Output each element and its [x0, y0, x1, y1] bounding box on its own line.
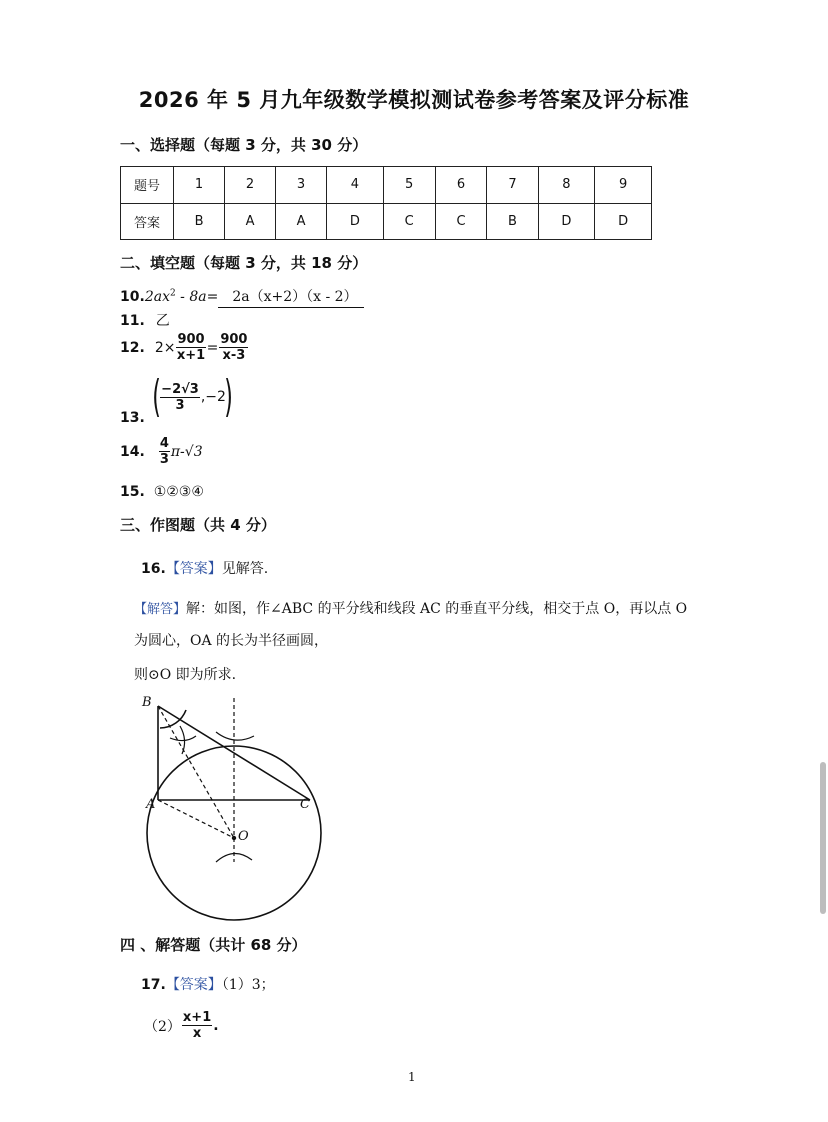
q15	[120, 484, 204, 500]
answer-table	[120, 166, 652, 240]
q16-answer: 见解答.	[221, 561, 269, 577]
q17-part1: （1）3；	[221, 977, 275, 993]
table-cell: 3	[276, 167, 327, 204]
q10-expr-a: 2ax	[144, 289, 170, 305]
section4-heading: 四 、解答题（共计 68 分）	[120, 936, 307, 954]
q13-tail: ,−2	[200, 389, 226, 405]
q14-number: 14.	[120, 443, 145, 460]
q13-answer: ( $\frac{-2√3}{3}$ ,−2 )	[152, 371, 233, 422]
scrollbar[interactable]	[820, 762, 826, 914]
q14	[120, 436, 203, 467]
table-cell: D	[538, 203, 595, 240]
section3-heading: 三、作图题（共 4 分）	[120, 516, 276, 534]
q16-number: 16.	[141, 561, 166, 577]
arc-b	[160, 710, 186, 728]
q17-number: 17.	[141, 977, 166, 993]
q14-tail: π-√3	[170, 443, 203, 460]
q12-number: 12.	[120, 339, 145, 356]
table-cell: A	[276, 203, 327, 240]
table-cell: D	[595, 203, 652, 240]
q12-fraction-1: $\frac{900}{x+1}$	[176, 332, 206, 363]
q17-fraction: $\frac{x+1}{x}$	[182, 1010, 212, 1041]
table-cell: 7	[487, 167, 538, 204]
page-number: 1	[408, 1070, 416, 1084]
q16-solution-line1	[134, 598, 714, 618]
table-cell: D	[327, 203, 384, 240]
table-cell: B	[487, 203, 538, 240]
q17	[141, 974, 275, 994]
q11-number: 11.	[120, 313, 145, 329]
point-o	[232, 836, 236, 840]
table-cell: C	[435, 203, 487, 240]
table-cell: 4	[327, 167, 384, 204]
q15-answer: ①②③④	[153, 484, 204, 500]
q11-answer: 乙	[155, 313, 170, 329]
table-cell: A	[225, 203, 276, 240]
label-c: C	[300, 797, 310, 812]
table-row	[121, 167, 652, 204]
q17-answer-tag: 【答案】	[165, 977, 222, 993]
table-row	[121, 203, 652, 240]
table-cell: 6	[435, 167, 487, 204]
q12	[120, 332, 249, 363]
table-cell: 9	[595, 167, 652, 204]
construction-figure	[130, 688, 340, 928]
table-cell: 2	[225, 167, 276, 204]
q13-number: 13.	[120, 410, 145, 426]
table-cell: B	[174, 203, 225, 240]
q16-solution-line3: 则⊙O 即为所求.	[134, 667, 237, 683]
q16	[141, 558, 268, 578]
q12-equals: =	[206, 339, 219, 356]
section1-heading: 一、选择题（每题 3 分，共 30 分）	[120, 136, 368, 154]
q10-expr-b: - 8a=	[175, 289, 219, 305]
q14-fraction: $\frac{4}{3}$	[159, 436, 169, 467]
q10-sup: 2	[169, 288, 176, 299]
label-b: B	[142, 695, 152, 710]
label-o: O	[238, 829, 249, 844]
q12-fraction-2: $\frac{900}{x-3}$	[220, 332, 248, 363]
row1-label: 题号	[121, 167, 174, 204]
q16-answer-tag: 【答案】	[165, 561, 222, 577]
label-a: A	[146, 797, 156, 812]
q10	[120, 286, 364, 308]
page-title: 2026 年 5 月九年级数学模拟测试卷参考答案及评分标准	[138, 88, 690, 112]
q10-number: 10.	[120, 289, 145, 305]
row2-label: 答案	[121, 203, 174, 240]
table-cell: 1	[174, 167, 225, 204]
solution-text-1: 解：如图，作∠ABC 的平分线和线段 AC 的垂直平分线，相交于点 O，再以点 O	[186, 601, 688, 617]
table-cell: 5	[383, 167, 435, 204]
table-cell: 8	[538, 167, 595, 204]
segment-ao	[158, 800, 234, 838]
q13-fraction: $\frac{-2√3}{3}$	[161, 381, 199, 413]
q11	[120, 310, 170, 330]
angle-bisector	[158, 706, 234, 838]
q17-part2	[144, 1010, 219, 1041]
solution-tag: 【解答】	[134, 602, 187, 617]
q16-solution-line2: 为圆心，OA 的长为半径画圆，	[134, 633, 329, 649]
section2-heading: 二、填空题（每题 3 分，共 18 分）	[120, 254, 368, 272]
q17-end: .	[213, 1017, 219, 1034]
q12-left: 2×	[154, 339, 176, 356]
table-cell: C	[383, 203, 435, 240]
q10-answer: 2a（x+2）（x - 2）	[218, 286, 363, 308]
q17-part2-label: （2）	[144, 1018, 181, 1035]
q15-number: 15.	[120, 484, 145, 500]
